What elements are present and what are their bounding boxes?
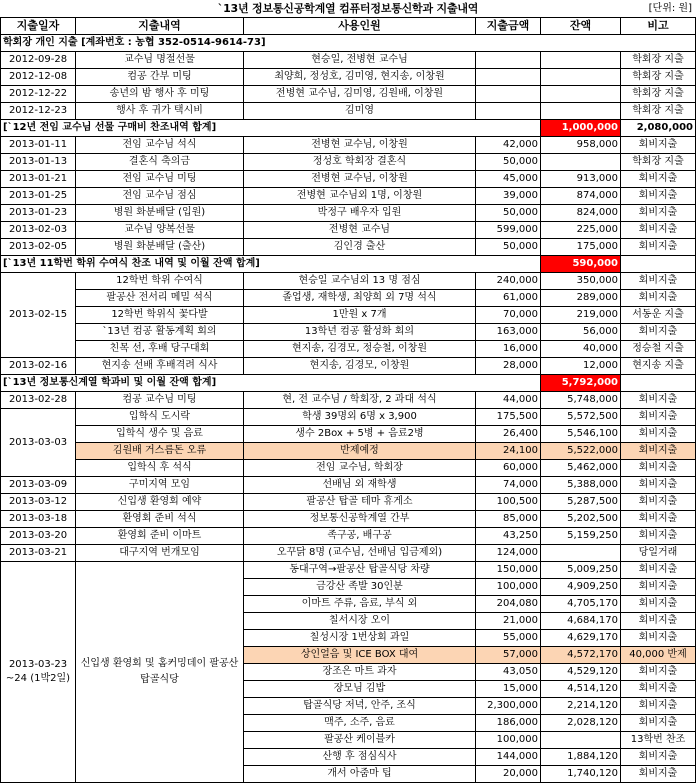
cell-item: 입학식 후 석식 [76, 460, 244, 477]
cell-amount: 175,500 [476, 409, 541, 426]
subtotal-balance: 5,792,000 [541, 375, 621, 392]
subtotal-row [1, 375, 696, 392]
cell-amount: 43,250 [476, 528, 541, 545]
table-row [1, 171, 696, 188]
table-row [1, 307, 696, 324]
subtotal-row [1, 35, 696, 52]
table-row [1, 358, 696, 375]
header-amount: 지출금액 [476, 18, 541, 35]
cell-item: 김원배 거스름돈 오류 [76, 443, 244, 460]
cell-date: 2012-12-22 [1, 86, 76, 103]
cell-balance: 2,214,120 [541, 698, 621, 715]
cell-date: 2013-02-16 [1, 358, 76, 375]
cell-note: 회비지출 [621, 766, 696, 783]
cell-item: 팔공산 전서리 메밀 석식 [76, 290, 244, 307]
cell-people: 족구공, 배구공 [244, 528, 476, 545]
cell-item: 신입생 환영회 및 홈커밍데이 팔공산 탑골식당 [76, 562, 244, 783]
cell-date: 2013-03-12 [1, 494, 76, 511]
cell-note: 회비지출 [621, 596, 696, 613]
table-row [1, 273, 696, 290]
cell-note: 회비지출 [621, 426, 696, 443]
cell-item: 컴공 교수님 미팅 [76, 392, 244, 409]
cell-people: 현지송, 김경모, 정승철, 이창원 [244, 341, 476, 358]
cell-note: 서동운 지출 [621, 307, 696, 324]
cell-balance: 4,705,170 [541, 596, 621, 613]
table-row [1, 69, 696, 86]
cell-note: 학회장 지출 [621, 86, 696, 103]
cell-people: 전병현 교수님, 이창원 [244, 137, 476, 154]
cell-amount: 144,000 [476, 749, 541, 766]
cell-date: 2012-09-28 [1, 52, 76, 69]
cell-people: 오꾸닭 8명 (교수님, 선배님 입금제외) [244, 545, 476, 562]
table-row [1, 324, 696, 341]
cell-people: 반제예정 [244, 443, 476, 460]
cell-people: 정보통신공학계열 간부 [244, 511, 476, 528]
cell-balance: 1,740,120 [541, 766, 621, 783]
cell-balance: 5,009,250 [541, 562, 621, 579]
cell-date: 2013-02-28 [1, 392, 76, 409]
subtotal-row [1, 256, 696, 273]
cell-note: 회비지출 [621, 205, 696, 222]
table-row [1, 239, 696, 256]
cell-date: 2013-03-18 [1, 511, 76, 528]
cell-note: 회비지출 [621, 324, 696, 341]
cell-item: 전임 교수님 점심 [76, 188, 244, 205]
cell-balance [541, 154, 621, 171]
subtotal-row [1, 120, 696, 137]
cell-amount [476, 86, 541, 103]
cell-amount: 100,000 [476, 579, 541, 596]
cell-note: 회비지출 [621, 528, 696, 545]
cell-people: 팔공산 케이블카 [244, 732, 476, 749]
cell-people: 전병현 교수님 [244, 222, 476, 239]
cell-amount: 124,000 [476, 545, 541, 562]
table-row [1, 205, 696, 222]
cell-people: 산행 후 점심식사 [244, 749, 476, 766]
table-row [1, 511, 696, 528]
cell-amount: 100,000 [476, 732, 541, 749]
cell-note: 현지송 지출 [621, 358, 696, 375]
cell-people: 장모님 김밥 [244, 681, 476, 698]
cell-balance: 824,000 [541, 205, 621, 222]
cell-amount [476, 69, 541, 86]
cell-date: 2013-01-21 [1, 171, 76, 188]
cell-people: 학생 39명외 6명 x 3,900 [244, 409, 476, 426]
cell-amount [476, 52, 541, 69]
cell-note: 회비지출 [621, 409, 696, 426]
cell-date: 2013-03-20 [1, 528, 76, 545]
expense-table [0, 17, 696, 783]
cell-balance: 2,028,120 [541, 715, 621, 732]
cell-amount: 100,500 [476, 494, 541, 511]
cell-people: 장조은 마트 과자 [244, 664, 476, 681]
cell-amount: 20,000 [476, 766, 541, 783]
cell-balance: 4,514,120 [541, 681, 621, 698]
cell-item: 송년의 밤 행사 후 미팅 [76, 86, 244, 103]
cell-balance: 913,000 [541, 171, 621, 188]
cell-balance: 4,629,170 [541, 630, 621, 647]
unit-label: [단위: 원] [648, 3, 692, 14]
table-row [1, 222, 696, 239]
cell-date: 2013-02-03 [1, 222, 76, 239]
cell-note: 회비지출 [621, 715, 696, 732]
cell-note: 학회장 지출 [621, 154, 696, 171]
cell-item: `13년 컴공 활동계획 회의 [76, 324, 244, 341]
cell-balance: 5,748,000 [541, 392, 621, 409]
cell-amount: 150,000 [476, 562, 541, 579]
cell-people: 김미영 [244, 103, 476, 120]
cell-people: 칠서시장 오이 [244, 613, 476, 630]
cell-note: 학회장 지출 [621, 69, 696, 86]
cell-note: 회비지출 [621, 664, 696, 681]
cell-people: 전병현 교수님, 이창원 [244, 171, 476, 188]
cell-note: 회비지출 [621, 698, 696, 715]
cell-balance: 5,572,500 [541, 409, 621, 426]
table-row [1, 392, 696, 409]
table-row [1, 103, 696, 120]
cell-balance: 350,000 [541, 273, 621, 290]
table-row [1, 477, 696, 494]
cell-balance: 56,000 [541, 324, 621, 341]
cell-date: 2013-03-09 [1, 477, 76, 494]
cell-item: 친목 선, 후배 당구대회 [76, 341, 244, 358]
cell-item: 결혼식 축의금 [76, 154, 244, 171]
cell-amount: 50,000 [476, 239, 541, 256]
cell-people: 동대구역→팔공산 탑골식당 차량 [244, 562, 476, 579]
cell-item: 병원 화분배달 (입원) [76, 205, 244, 222]
header-date: 지출일자 [1, 18, 76, 35]
cell-amount: 55,000 [476, 630, 541, 647]
cell-date: 2013-01-11 [1, 137, 76, 154]
cell-people: 현지송, 김경모, 이창원 [244, 358, 476, 375]
cell-amount: 57,000 [476, 647, 541, 664]
cell-balance: 219,000 [541, 307, 621, 324]
cell-note: 회비지출 [621, 494, 696, 511]
cell-balance: 1,884,120 [541, 749, 621, 766]
cell-amount: 42,000 [476, 137, 541, 154]
cell-date: 2012-12-08 [1, 69, 76, 86]
cell-note: 회비지출 [621, 273, 696, 290]
cell-item: 교수님 명절선물 [76, 52, 244, 69]
cell-note: 회비지출 [621, 290, 696, 307]
table-row [1, 290, 696, 307]
cell-item: 신입생 환영회 예약 [76, 494, 244, 511]
cell-people: 전임 교수님, 학회장 [244, 460, 476, 477]
cell-people: 정성호 학회장 결혼식 [244, 154, 476, 171]
cell-amount: 24,100 [476, 443, 541, 460]
header-item: 지출내역 [76, 18, 244, 35]
cell-note: 40,000 반제 [621, 647, 696, 664]
cell-date: 2013-03-23 ~24 (1박2일) [1, 562, 76, 783]
cell-balance: 40,000 [541, 341, 621, 358]
cell-note: 학회장 지출 [621, 52, 696, 69]
header-people: 사용인원 [244, 18, 476, 35]
cell-amount: 163,000 [476, 324, 541, 341]
cell-people: 김인경 출산 [244, 239, 476, 256]
table-row [1, 562, 696, 579]
cell-people: 졸업생, 재학생, 최양희 외 7명 석식 [244, 290, 476, 307]
cell-note: 회비지출 [621, 239, 696, 256]
cell-amount: 45,000 [476, 171, 541, 188]
cell-item: 입학식 생수 및 음료 [76, 426, 244, 443]
table-row [1, 460, 696, 477]
cell-date: 2013-03-21 [1, 545, 76, 562]
cell-note: 13학번 찬조 [621, 732, 696, 749]
cell-balance: 4,529,120 [541, 664, 621, 681]
cell-balance: 5,159,250 [541, 528, 621, 545]
cell-amount: 70,000 [476, 307, 541, 324]
cell-balance: 5,462,000 [541, 460, 621, 477]
header-row [1, 18, 696, 35]
subtotal-note [621, 375, 696, 392]
cell-note: 회비지출 [621, 511, 696, 528]
cell-balance: 874,000 [541, 188, 621, 205]
cell-amount: 44,000 [476, 392, 541, 409]
cell-item: 현지송 선배 후배격려 식사 [76, 358, 244, 375]
cell-item: 전임 교수님 석식 [76, 137, 244, 154]
cell-amount: 28,000 [476, 358, 541, 375]
cell-amount [476, 103, 541, 120]
cell-amount: 599,000 [476, 222, 541, 239]
cell-note: 회비지출 [621, 137, 696, 154]
cell-date: 2013-02-05 [1, 239, 76, 256]
cell-amount: 21,000 [476, 613, 541, 630]
table-row [1, 86, 696, 103]
cell-amount: 16,000 [476, 341, 541, 358]
cell-people: 팔공산 탑골 테마 휴게소 [244, 494, 476, 511]
cell-balance: 175,000 [541, 239, 621, 256]
table-row [1, 545, 696, 562]
cell-people: 현, 전 교수님 / 학회장, 2 과대 석식 [244, 392, 476, 409]
cell-note: 회비지출 [621, 188, 696, 205]
sheet-title: `13년 정보통신공학계열 컴퓨터정보통신학과 지출내역 [217, 2, 479, 15]
cell-note: 회비지출 [621, 613, 696, 630]
cell-people: 개서 아줌마 팁 [244, 766, 476, 783]
cell-note: 회비지출 [621, 681, 696, 698]
cell-people: 전병현 교수님외 1명, 이창원 [244, 188, 476, 205]
cell-people: 현승일, 전병현 교수님 [244, 52, 476, 69]
cell-people: 전병현 교수님, 김미영, 김원배, 이창원 [244, 86, 476, 103]
cell-balance: 4,909,250 [541, 579, 621, 596]
cell-amount: 50,000 [476, 154, 541, 171]
cell-amount: 2,300,000 [476, 698, 541, 715]
cell-amount: 26,400 [476, 426, 541, 443]
cell-item: 환영회 준비 석식 [76, 511, 244, 528]
cell-amount: 39,000 [476, 188, 541, 205]
cell-item: 컴공 간부 미팅 [76, 69, 244, 86]
cell-note: 회비지출 [621, 630, 696, 647]
cell-item: 환영회 준비 이마트 [76, 528, 244, 545]
cell-item: 교수님 양복선물 [76, 222, 244, 239]
cell-balance [541, 103, 621, 120]
cell-date: 2013-01-25 [1, 188, 76, 205]
cell-balance: 5,202,500 [541, 511, 621, 528]
subtotal-note: 2,080,000 [621, 120, 696, 137]
table-row [1, 52, 696, 69]
cell-note: 회비지출 [621, 562, 696, 579]
cell-note: 회비지출 [621, 392, 696, 409]
cell-note: 회비지출 [621, 460, 696, 477]
table-row [1, 188, 696, 205]
cell-date: 2013-03-03 [1, 409, 76, 477]
cell-people: 맥주, 소주, 음료 [244, 715, 476, 732]
cell-amount: 15,000 [476, 681, 541, 698]
cell-people: 박정구 배우자 입원 [244, 205, 476, 222]
cell-amount: 43,050 [476, 664, 541, 681]
table-row [1, 528, 696, 545]
cell-note: 당일거래 [621, 545, 696, 562]
cell-item: 12학번 학위 수여식 [76, 273, 244, 290]
cell-amount: 74,000 [476, 477, 541, 494]
cell-note: 회비지출 [621, 749, 696, 766]
cell-people: 선배님 외 재학생 [244, 477, 476, 494]
cell-date: 2013-01-13 [1, 154, 76, 171]
subtotal-label: [`13년 정보통신계열 학과비 및 이월 잔액 합계] [1, 375, 541, 392]
cell-people: 13학년 컴공 활성화 회의 [244, 324, 476, 341]
cell-people: 상인얼음 및 ICE BOX 대여 [244, 647, 476, 664]
cell-note: 회비지출 [621, 477, 696, 494]
cell-date: 2012-12-23 [1, 103, 76, 120]
cell-amount: 50,000 [476, 205, 541, 222]
table-row [1, 341, 696, 358]
cell-balance: 958,000 [541, 137, 621, 154]
cell-people: 1만원 x 7개 [244, 307, 476, 324]
subtotal-balance: 590,000 [541, 256, 621, 273]
cell-note: 회비지출 [621, 579, 696, 596]
cell-date: 2013-02-15 [1, 273, 76, 358]
cell-item: 12학번 학위식 꽃다발 [76, 307, 244, 324]
subtotal-balance: 1,000,000 [541, 120, 621, 137]
table-row [1, 409, 696, 426]
header-note: 비고 [621, 18, 696, 35]
cell-balance [541, 52, 621, 69]
cell-balance: 4,684,170 [541, 613, 621, 630]
table-row [1, 154, 696, 171]
cell-note: 회비지출 [621, 171, 696, 188]
cell-people: 이마트 주류, 음료, 부식 외 [244, 596, 476, 613]
header-balance: 잔액 [541, 18, 621, 35]
cell-balance: 289,000 [541, 290, 621, 307]
cell-balance: 4,572,170 [541, 647, 621, 664]
cell-people: 탑골식당 저녁, 안주, 조식 [244, 698, 476, 715]
cell-balance: 5,546,100 [541, 426, 621, 443]
cell-amount: 204,080 [476, 596, 541, 613]
cell-item: 행사 후 귀가 택시비 [76, 103, 244, 120]
subtotal-label: 학회장 개인 지출 [계좌번호 : 농협 352-0514-9614-73] [1, 35, 696, 52]
table-row [1, 137, 696, 154]
table-row [1, 494, 696, 511]
cell-balance [541, 732, 621, 749]
cell-people: 생수 2Box + 5병 + 음료2병 [244, 426, 476, 443]
cell-item: 전임 교수님 미팅 [76, 171, 244, 188]
cell-balance: 225,000 [541, 222, 621, 239]
cell-amount: 61,000 [476, 290, 541, 307]
cell-people: 최양희, 정성호, 김미영, 현지송, 이창원 [244, 69, 476, 86]
cell-balance [541, 545, 621, 562]
subtotal-label: [`13년 11학번 학위 수여식 찬조 내역 및 이월 잔액 합계] [1, 256, 541, 273]
cell-amount: 240,000 [476, 273, 541, 290]
table-row [1, 426, 696, 443]
cell-balance: 12,000 [541, 358, 621, 375]
cell-balance: 5,388,000 [541, 477, 621, 494]
cell-item: 입학식 도시락 [76, 409, 244, 426]
cell-note: 회비지출 [621, 443, 696, 460]
cell-note: 정승철 지출 [621, 341, 696, 358]
cell-balance: 5,287,500 [541, 494, 621, 511]
cell-people: 칠성시장 1번상회 과일 [244, 630, 476, 647]
cell-item: 대구지역 번개모임 [76, 545, 244, 562]
cell-note: 회비지출 [621, 222, 696, 239]
table-row [1, 443, 696, 460]
cell-people: 금강산 족발 30인분 [244, 579, 476, 596]
subtotal-label: [`12년 전임 교수님 선물 구매비 찬조내역 합계] [1, 120, 541, 137]
cell-item: 구미지역 모임 [76, 477, 244, 494]
cell-date: 2013-01-23 [1, 205, 76, 222]
cell-amount: 60,000 [476, 460, 541, 477]
subtotal-note [621, 256, 696, 273]
cell-people: 현승일 교수님외 13 명 점심 [244, 273, 476, 290]
cell-balance [541, 86, 621, 103]
cell-amount: 186,000 [476, 715, 541, 732]
cell-note: 학회장 지출 [621, 103, 696, 120]
cell-item: 병원 화분배달 (출산) [76, 239, 244, 256]
cell-balance [541, 69, 621, 86]
cell-balance: 5,522,000 [541, 443, 621, 460]
cell-amount: 85,000 [476, 511, 541, 528]
